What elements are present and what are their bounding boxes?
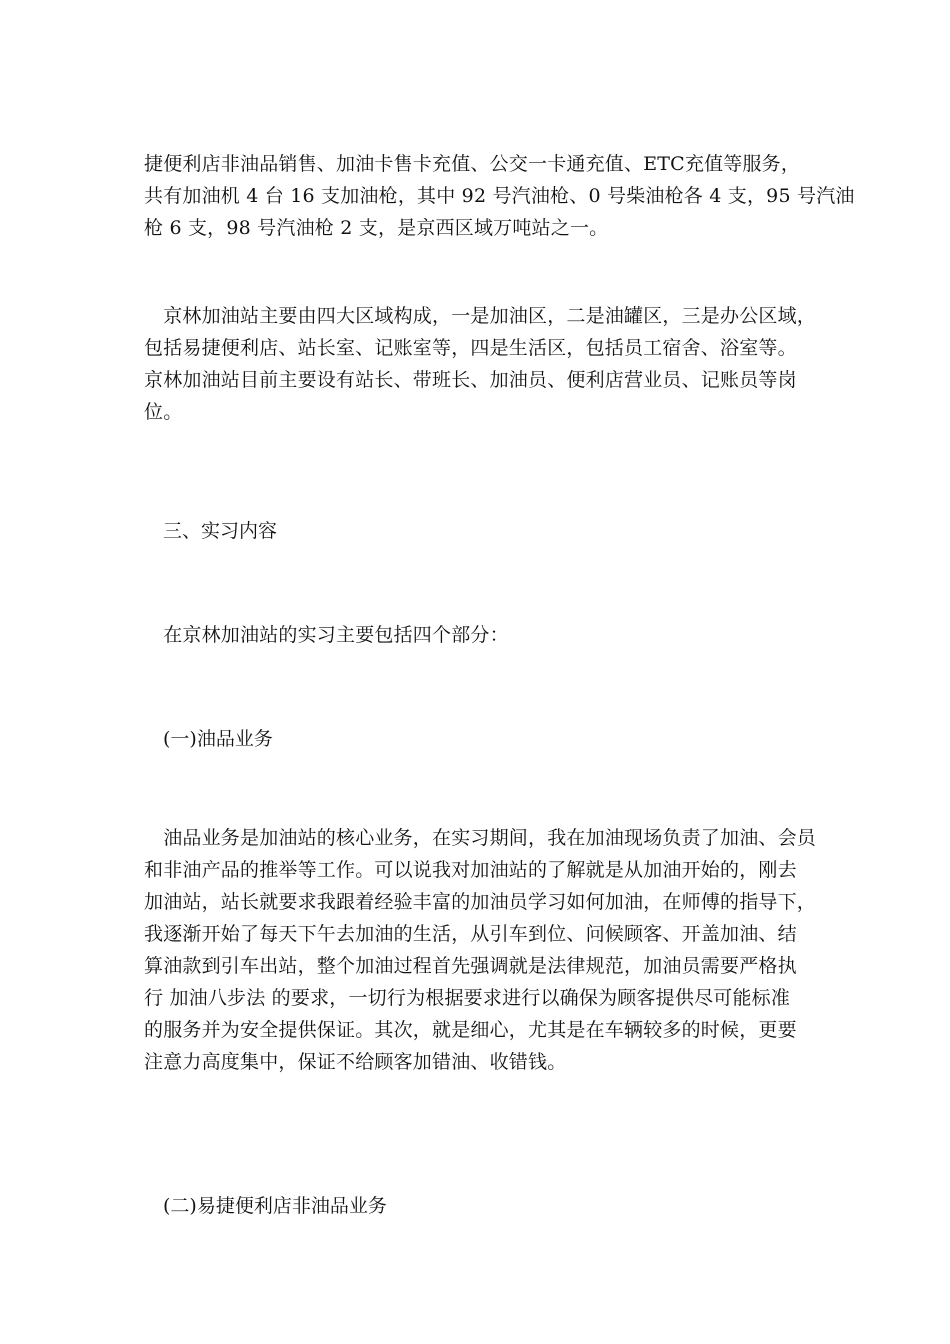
text-line: 油品业务是加油站的核心业务，在实习期间，我在加油现场负责了加油、会员 <box>144 827 817 849</box>
text-line: 包括易捷便利店、站长室、记账室等，四是生活区，包括员工宿舍、浴室等。 <box>144 337 797 359</box>
subsection-heading-oil-business: (一)油品业务 <box>144 728 273 750</box>
subsection-heading-non-oil-business: (二)易捷便利店非油品业务 <box>144 1195 387 1217</box>
paragraph-services <box>144 148 855 244</box>
paragraph-intro-parts <box>144 619 816 651</box>
paragraph-oil-business <box>144 822 816 1078</box>
text-line: 京林加油站主要由四大区域构成，一是加油区，二是油罐区，三是办公区域， <box>144 305 817 327</box>
text-line: 在京林加油站的实习主要包括四个部分： <box>144 624 509 646</box>
section-heading-internship-content: 三、实习内容 <box>144 520 278 542</box>
text-line: 京林加油站目前主要设有站长、带班长、加油员、便利店营业员、记账员等岗 <box>144 369 797 391</box>
text-line: 捷便利店非油品销售、加油卡售卡充值、公交一卡通充值、ETC充值等服务， <box>144 153 801 175</box>
text-line: 行 加油八步法 的要求，一切行为根据要求进行以确保为顾客提供尽可能标准 <box>144 987 791 1009</box>
text-line: 和非油产品的推举等工作。可以说我对加油站的了解就是从加油开始的，刚去 <box>144 859 797 881</box>
text-line: 的服务并为安全提供保证。其次，就是细心，尤其是在车辆较多的时候，更要 <box>144 1019 797 1041</box>
text-line: 位。 <box>144 401 183 423</box>
text-line: 算油款到引车出站，整个加油过程首先强调就是法律规范，加油员需要严格执 <box>144 955 797 977</box>
text-line: 注意力高度集中，保证不给顾客加错油、收错钱。 <box>144 1051 567 1073</box>
paragraph-areas <box>144 300 816 428</box>
text-line: 我逐渐开始了每天下午去加油的生活，从引车到位、问候顾客、开盖加油、结 <box>144 923 797 945</box>
text-line: 枪 6 支，98 号汽油枪 2 支，是京西区域万吨站之一。 <box>144 217 609 239</box>
text-line: 加油站，站长就要求我跟着经验丰富的加油员学习如何加油，在师傅的指导下， <box>144 891 817 913</box>
text-line: 共有加油机 4 台 16 支加油枪，其中 92 号汽油枪、0 号柴油枪各 4 支，95 号汽油 <box>144 185 855 207</box>
